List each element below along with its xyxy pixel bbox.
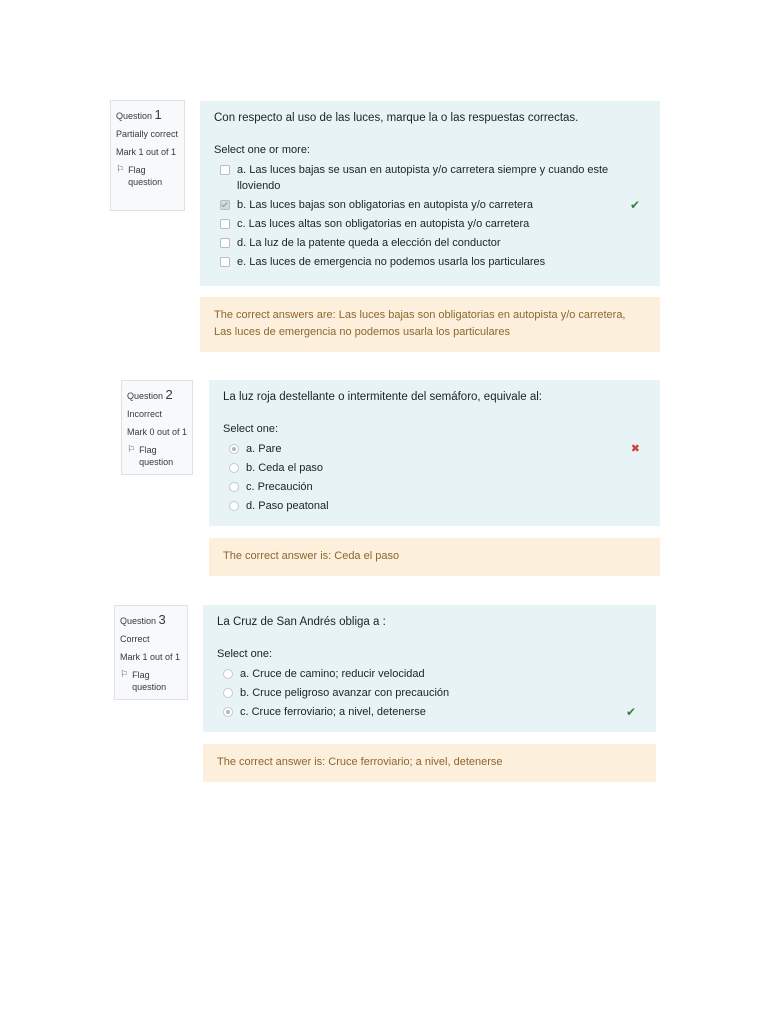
question-label: Question: [127, 391, 164, 401]
answer-options: [214, 162, 646, 270]
question-number-value: 1: [154, 107, 162, 122]
question-grade: Mark 1 out of 1: [120, 651, 181, 662]
option-label: e. Las luces de emergencia no podemos usarla los particulares: [237, 256, 546, 268]
cross-icon: ✖: [630, 443, 640, 455]
question-label: Question: [116, 111, 153, 121]
option-label: b. Las luces bajas son obligatorias en autopista y/o carretera: [237, 199, 533, 211]
answer-option[interactable]: [223, 498, 646, 514]
radio[interactable]: [229, 501, 239, 511]
answer-prompt: Select one or more:: [214, 144, 310, 156]
flag-label: Flag question: [132, 669, 167, 692]
option-label: a. Las luces bajas se usan en autopista y/o carretera siempre y cuando este lloviendo: [237, 164, 609, 192]
question-formulation: [203, 605, 656, 732]
option-label: b. Ceda el paso: [246, 462, 324, 474]
question-formulation: [209, 380, 660, 526]
option-label: a. Cruce de camino; reducir velocidad: [240, 668, 425, 680]
flag-label: Flag question: [128, 164, 163, 187]
answer-option[interactable]: [223, 460, 646, 476]
right-answer-feedback: The correct answers are: Las luces bajas son obligatorias en autopista y/o carretera, Las luces de emergencia no podemos usarla los particulares: [200, 297, 660, 352]
flag-icon: ⚐: [116, 163, 125, 174]
right-answer-feedback: The correct answer is: Ceda el paso: [209, 538, 660, 576]
answer-option[interactable]: [223, 441, 646, 457]
question-number-value: 2: [165, 387, 173, 402]
radio[interactable]: [229, 482, 239, 492]
radio-selected[interactable]: [229, 444, 239, 454]
question-number: [120, 611, 183, 629]
option-label: c. Las luces altas son obligatorias en autopista y/o carretera: [237, 218, 530, 230]
question-number: [116, 106, 180, 124]
flag-question-link[interactable]: [116, 164, 180, 188]
answer-option[interactable]: [214, 216, 646, 232]
answer-prompt: Select one:: [223, 423, 279, 435]
answer-prompt: Select one:: [217, 648, 273, 660]
question-number-value: 3: [158, 612, 166, 627]
checkbox-checked[interactable]: [220, 200, 230, 210]
radio[interactable]: [223, 669, 233, 679]
answer-option[interactable]: [217, 685, 642, 701]
question-formulation: [200, 101, 660, 286]
radio-selected[interactable]: [223, 707, 233, 717]
option-label: a. Pare: [246, 443, 282, 455]
option-label: d. Paso peatonal: [246, 500, 329, 512]
checkbox[interactable]: [220, 165, 230, 175]
radio[interactable]: [229, 463, 239, 473]
question-grade: Mark 1 out of 1: [116, 146, 177, 157]
question-text: Con respecto al uso de las luces, marque la o las respuestas correctas.: [214, 112, 579, 124]
answer-option[interactable]: [214, 162, 646, 194]
right-answer-feedback: The correct answer is: Cruce ferroviario; a nivel, detenerse: [203, 744, 656, 782]
option-label: d. La luz de la patente queda a elección del conductor: [237, 237, 501, 249]
question-info: [110, 100, 185, 211]
answer-option[interactable]: [223, 479, 646, 495]
radio[interactable]: [223, 688, 233, 698]
answer-option[interactable]: [214, 254, 646, 270]
flag-icon: ⚐: [120, 668, 129, 679]
flag-label: Flag question: [139, 444, 174, 467]
check-icon: ✔: [625, 705, 636, 719]
answer-options: [217, 666, 642, 720]
question-text: La luz roja destellante o intermitente del semáforo, equivale al:: [223, 391, 542, 403]
checkbox[interactable]: [220, 238, 230, 248]
checkbox[interactable]: [220, 219, 230, 229]
flag-question-link[interactable]: [120, 669, 183, 693]
question-state: Correct: [120, 633, 150, 644]
option-label: b. Cruce peligroso avanzar con precaución: [240, 687, 450, 699]
answer-option[interactable]: [214, 235, 646, 251]
question-number: [127, 386, 188, 404]
question-text: La Cruz de San Andrés obliga a :: [217, 616, 386, 628]
question-label: Question: [120, 616, 157, 626]
checkbox[interactable]: [220, 257, 230, 267]
option-label: c. Precaución: [246, 481, 313, 493]
answer-options: [223, 441, 646, 514]
question-info: [114, 605, 188, 700]
answer-option[interactable]: [217, 704, 642, 720]
answer-option[interactable]: [217, 666, 642, 682]
option-label: c. Cruce ferroviario; a nivel, detenerse: [240, 706, 426, 718]
flag-question-link[interactable]: [127, 444, 188, 468]
check-icon: ✔: [629, 198, 640, 212]
flag-icon: ⚐: [127, 443, 136, 454]
question-grade: Mark 0 out of 1: [127, 426, 188, 437]
question-state: Partially correct: [116, 128, 179, 139]
question-state: Incorrect: [127, 408, 163, 419]
answer-option[interactable]: [214, 197, 646, 213]
question-info: [121, 380, 193, 475]
